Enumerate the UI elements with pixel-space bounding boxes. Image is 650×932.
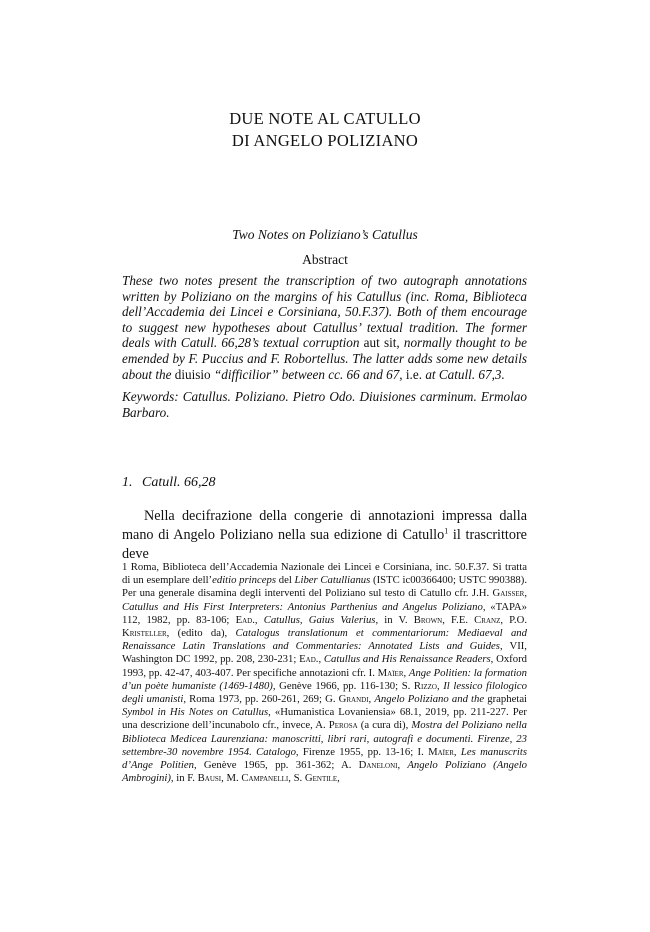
fn-author: Brown	[413, 613, 443, 626]
fn-text: ,	[368, 693, 375, 706]
fn-author: Gentile	[304, 772, 338, 785]
fn-author: Cranz	[474, 613, 501, 626]
fn-italic: Liber Catullianus	[294, 574, 371, 587]
fn-italic: Catullus and His Renaissance Readers	[323, 653, 491, 666]
fn-text: , Firenze 1955, pp. 13-16; I.	[295, 745, 429, 758]
keywords: Keywords: Catullus. Poliziano. Pietro Odo. Diuisiones carminum. Ermolao Barbaro.	[122, 389, 527, 420]
fn-text: ,	[453, 745, 461, 758]
fn-text: , in F.	[170, 772, 198, 785]
fn-text: Roma, Biblioteca dell’Accademia Nazionale dei Lincei e Corsiniana, inc. 50.F.37. Si tratta di un esemplare dell’	[122, 561, 527, 587]
fn-text: ,	[254, 613, 264, 626]
abstract-text-part: “difficilior” between cc. 66 and 67,	[210, 366, 406, 382]
fn-author: Maïer	[377, 666, 404, 679]
abstract-heading: Abstract	[302, 252, 348, 267]
fn-author: Ead.	[235, 613, 255, 626]
fn-italic: Ange Politien: la formation d’un poète humaniste (1469-1480)	[122, 666, 527, 692]
footnote-number: 1	[122, 561, 128, 573]
fn-text: , «TAPA» 112, 1982, pp. 83-106;	[122, 600, 527, 626]
fn-text: , Genève 1965, pp. 361-362; A.	[193, 759, 359, 772]
body-text-end: il trascrittore deve	[122, 527, 527, 562]
fn-text: graphetai	[484, 693, 528, 706]
fn-text: ,	[403, 666, 409, 679]
fn-text: , P.O.	[500, 613, 527, 626]
fn-text: , Oxford 1993, pp. 42-47, 403-407. Per specifiche annotazioni cfr. I.	[122, 653, 527, 679]
article-title-line-1: DUE NOTE AL CATULLO	[229, 109, 421, 128]
fn-text: ,	[337, 772, 340, 785]
abstract-roman-term: aut sit	[363, 335, 397, 351]
article-title-line-2: DI ANGELO POLIZIANO	[231, 131, 419, 150]
fn-italic: Angelo Poliziano and the	[374, 693, 485, 706]
fn-text: (ISTC ic00366400; USTC 990388). Per una generale disamina degli interventi del Poliziano sul testo di Catullo cfr. J.H.	[122, 574, 528, 600]
fn-author: Campanelli	[241, 772, 289, 785]
abstract-text-part: , normally thought to be emended by F. Puccius and F. Robortellus. The latter adds some new details about the	[122, 335, 528, 382]
section-title: Catull. 66,28	[142, 475, 216, 490]
body-text: Nella decifrazione della congerie di annotazioni impressa dalla mano di Angelo Poliziano nella sua edizione di Catullo	[122, 508, 527, 543]
fn-text: , Genève 1966, pp. 116-130; S.	[272, 679, 414, 692]
fn-text: , S.	[288, 772, 305, 785]
fn-text: del	[276, 574, 295, 587]
fn-text: , VII, Washington DC 1992, pp. 208, 230-231;	[122, 640, 527, 666]
fn-italic: Catalogus translationum et commentariorum: Mediaeval and Renaissance Latin Translations and Commentaries: Annotated Lists and Guides	[122, 627, 527, 653]
footnote-1	[122, 561, 527, 785]
fn-author: Ead.	[299, 653, 319, 666]
fn-author: Bausi	[197, 772, 222, 785]
fn-text: , (edito da),	[166, 627, 236, 640]
fn-text: , M.	[221, 772, 242, 785]
abstract-text-part: These two notes present the transcription of two autograph annotations written by Poliziano on the margins of his Catullus (inc. Roma, Biblioteca dell’Accademia dei Lincei e Corsiniana, 50.F.37). Both of them encourage to suggest new hypotheses about Catullus’ textual tradition. The former deals with Catull. 66,28’s textual corruption	[122, 273, 527, 351]
english-subtitle: Two Notes on Poliziano’s Catullus	[232, 227, 418, 242]
fn-text: , F.E.	[442, 613, 475, 626]
fn-author: Rizzo	[413, 679, 437, 692]
fn-author: Gaisser	[492, 587, 525, 600]
abstract-paragraph	[122, 273, 527, 382]
fn-text: , «Humanistica Lovaniensia» 68.1, 2019, pp. 211-227. Per una descrizione dell’incunabolo cfr., invece, A.	[122, 706, 527, 732]
fn-text: (a cura di),	[357, 719, 412, 732]
fn-text: ,	[436, 679, 444, 692]
fn-author: Grandi	[338, 693, 369, 706]
abstract-text-part: at Catull. 67,3.	[422, 366, 505, 382]
fn-italic: Catullus and His First Interpreters: Antonius Parthenius and Angelus Poliziano	[122, 600, 483, 613]
abstract-roman-term: diuisio	[174, 366, 211, 382]
fn-text: , in V.	[375, 613, 414, 626]
fn-italic: Les manuscrits d’Ange Politien	[122, 745, 527, 772]
abstract-roman-term: i.e.	[405, 366, 423, 382]
fn-italic: Mostra del Poliziano nella Biblioteca Medicea Laurenziana: manoscritti, libri rari, autografi e documenti. Firenze, 23 settembre-30 novembre 1954. Catalogo	[122, 719, 527, 758]
fn-italic: Il lessico filologico degli umanisti	[122, 679, 528, 706]
fn-italic: Symbol in His Notes on Catullus	[122, 706, 269, 719]
section-number: 1.	[122, 475, 133, 490]
section-heading	[122, 475, 527, 491]
fn-author: Perosa	[328, 719, 358, 732]
fn-italic: editio princeps	[212, 574, 276, 587]
fn-text: , Roma 1973, pp. 260-261, 269; G.	[183, 693, 339, 706]
fn-author: Maïer	[428, 745, 454, 758]
fn-author: Daneloni	[358, 759, 398, 772]
fn-italic: Catullus, Gaius Valerius	[263, 613, 376, 626]
fn-author: Kristeller	[122, 627, 167, 640]
fn-text: ,	[397, 759, 408, 772]
fn-text: ,	[318, 653, 324, 666]
footnote-reference: 1	[444, 526, 449, 536]
fn-text: ,	[524, 587, 527, 600]
body-paragraph	[122, 507, 527, 564]
fn-italic: Angelo Poliziano (Angelo Ambrogini)	[122, 759, 528, 785]
